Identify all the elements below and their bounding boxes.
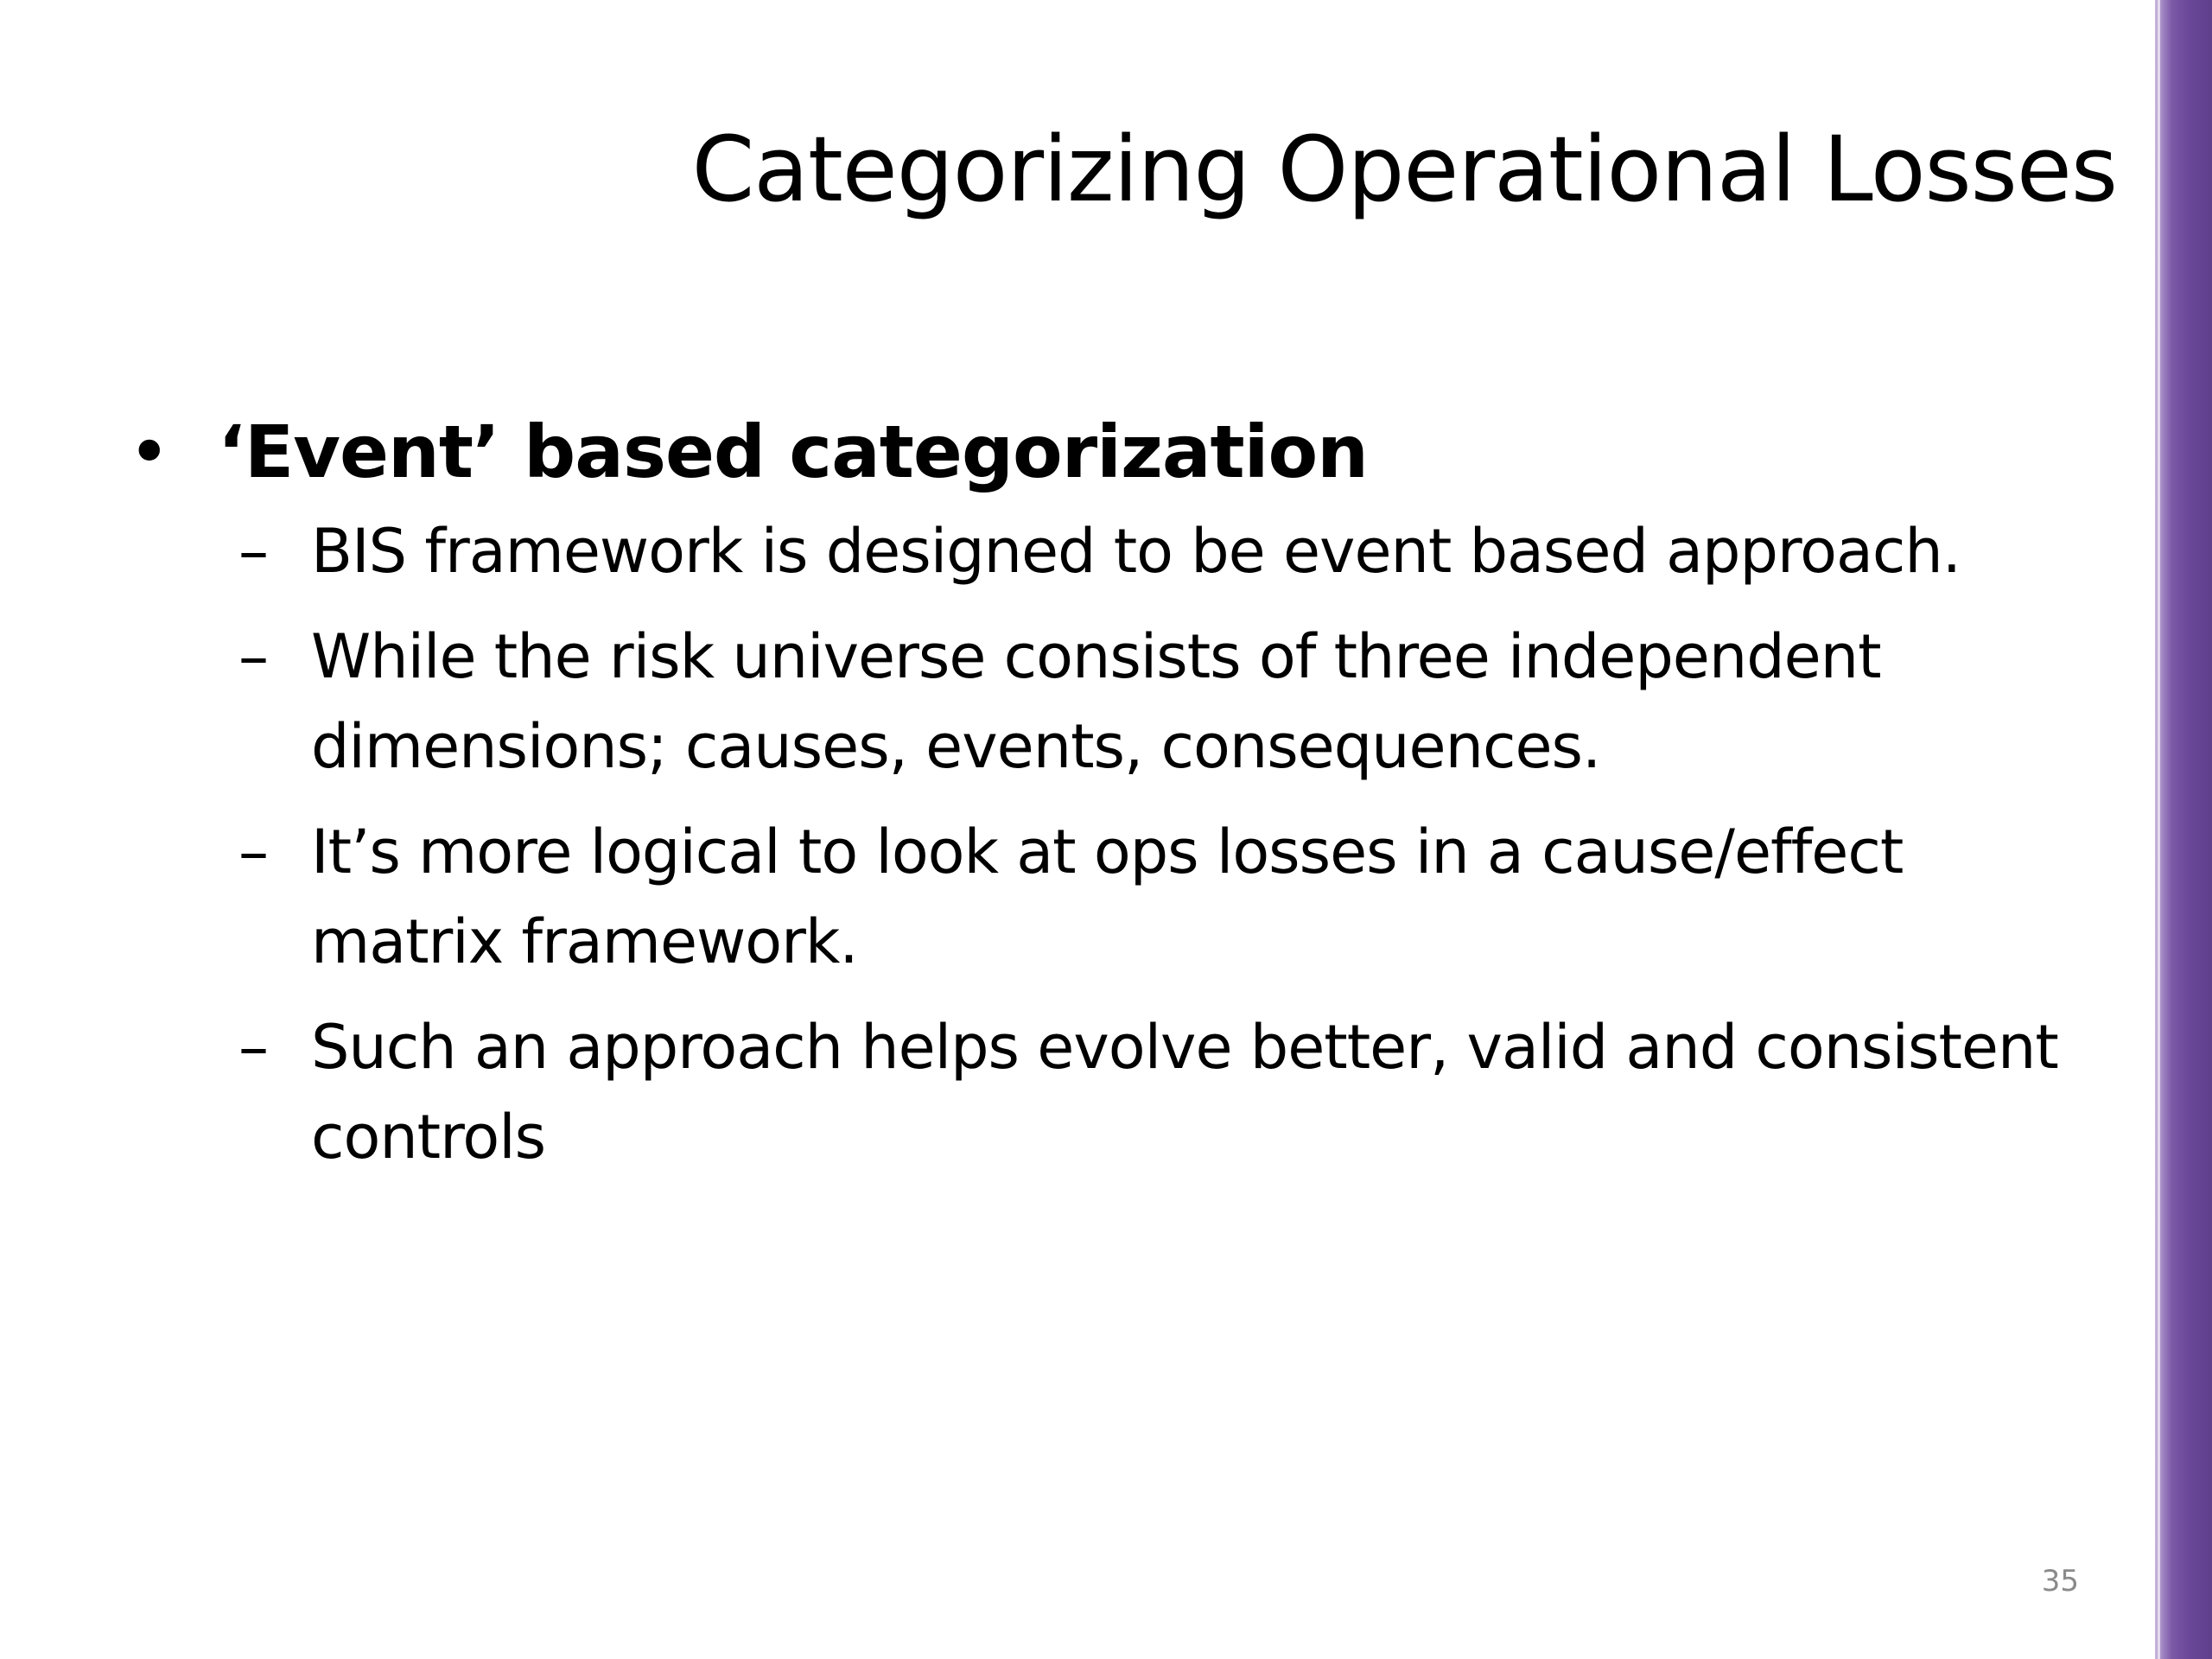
side-accent-bar xyxy=(2155,0,2212,1659)
sub-bullet-item xyxy=(238,506,2072,596)
dash-symbol: – xyxy=(238,1012,268,1083)
sub-bullet-text: Such an approach helps evolve better, valid and consistent controls xyxy=(311,1012,2058,1173)
main-bullet-text: ‘Event’ based categorization xyxy=(218,410,1368,494)
dash-symbol: – xyxy=(238,621,268,692)
dash-symbol: – xyxy=(238,817,268,887)
main-bullet xyxy=(128,404,2072,499)
sub-bullet-text: BIS framework is designed to be event based approach. xyxy=(311,516,1961,587)
dash-symbol: – xyxy=(238,516,268,587)
sub-bullet-item xyxy=(238,807,2072,987)
slide-title: Categorizing Operational Losses xyxy=(691,117,2117,222)
sub-bullet-list xyxy=(128,506,2072,1182)
bullet-symbol: • xyxy=(128,410,170,494)
sub-bullet-item xyxy=(238,1002,2072,1182)
page-number: 35 xyxy=(2041,1564,2079,1599)
sub-bullet-text: It’s more logical to look at ops losses in a cause/effect matrix framework. xyxy=(311,817,1904,977)
sub-bullet-text: While the risk universe consists of three independent dimensions; causes, events, consequences. xyxy=(311,621,1881,782)
sub-bullet-item xyxy=(238,612,2072,791)
slide-content xyxy=(128,404,2072,1198)
side-accent-line xyxy=(2158,0,2160,1659)
